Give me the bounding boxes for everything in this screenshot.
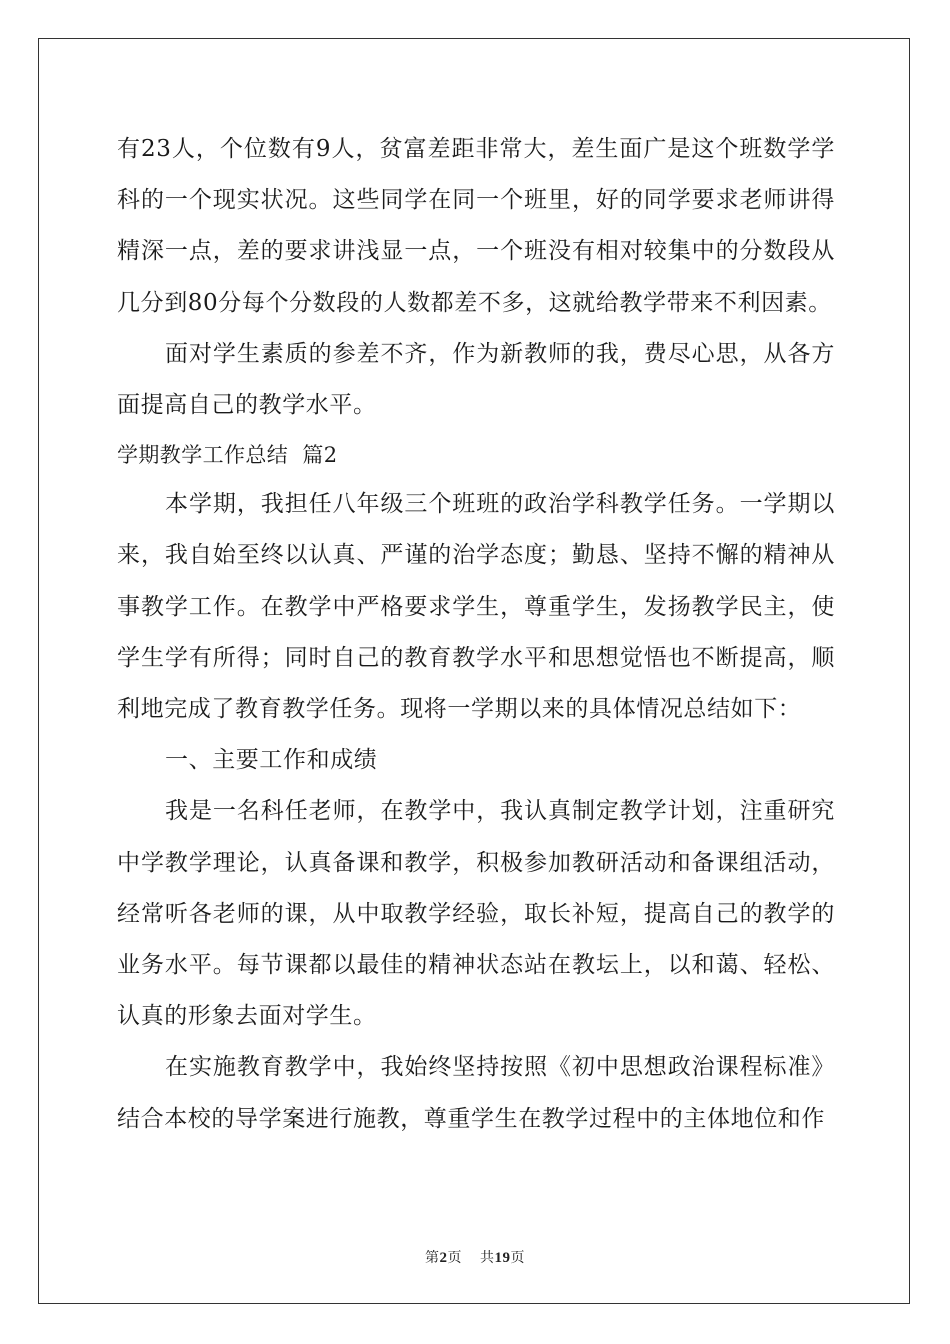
paragraph: 有23人，个位数有9人，贫富差距非常大，差生面广是这个班数学学科的一个现实状况。这些同学在同一个班里，好的同学要求老师讲得精深一点，差的要求讲浅显一点，一个班没有相对较集中的分数段从几分到80分每个分数段的人数都差不多，这就给教学带来不利因素。 — [117, 136, 835, 316]
page-suffix: 页 — [447, 1250, 462, 1266]
paragraph: 面对学生素质的参差不齐，作为新教师的我，费尽心思，从各方面提高自己的教学水平。 — [117, 340, 835, 419]
total-prefix: 共 — [480, 1250, 495, 1266]
page-footer — [0, 1247, 950, 1267]
section-heading: 学期教学工作总结 篇2 — [117, 443, 338, 468]
page-number: 2 — [439, 1250, 448, 1266]
total-suffix: 页 — [510, 1250, 525, 1266]
paragraph: 在实施教育教学中，我始终坚持按照《初中思想政治课程标准》结合本校的导学案进行施教，尊重学生在教学过程中的主体地位和作 — [117, 1054, 835, 1132]
paragraph: 我是一名科任老师，在教学中，我认真制定教学计划，注重研究中学教学理论，认真备课和教学，积极参加教研活动和备课组活动，经常听各老师的课，从中取教学经验，取长补短，提高自己的教学的业务水平。每节课都以最佳的精神状态站在教坛上，以和蔼、轻松、认真的形象去面对学生。 — [117, 798, 835, 1030]
document-body — [117, 124, 835, 1145]
page-prefix: 第 — [425, 1250, 440, 1266]
total-pages: 19 — [494, 1250, 511, 1266]
subheading-paragraph: 一、主要工作和成绩 — [165, 747, 378, 774]
paragraph: 本学期，我担任八年级三个班班的政治学科教学任务。一学期以来，我自始至终以认真、严谨的治学态度；勤恳、坚持不懈的精神从事教学工作。在教学中严格要求学生，尊重学生，发扬教学民主，使学生学有所得；同时自己的教育教学水平和思想觉悟也不断提高，顺利地完成了教育教学任务。现将一学期以来的具体情况总结如下： — [117, 491, 835, 723]
